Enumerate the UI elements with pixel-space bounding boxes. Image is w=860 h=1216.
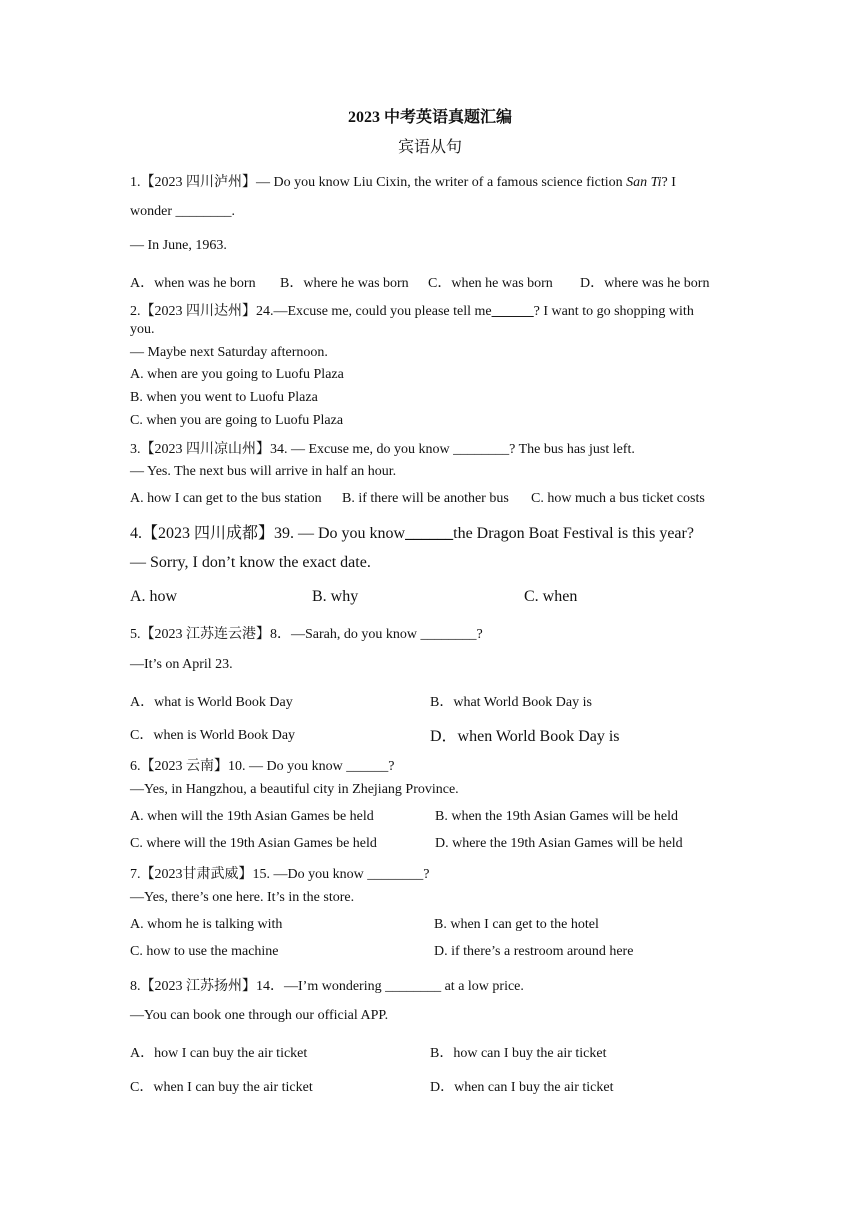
question-6-answer: —Yes, in Hangzhou, a beautiful city in Zhejiang Province. [130, 782, 459, 797]
question-1-answer: — In June, 1963. [130, 238, 227, 253]
page-subtitle: 宾语从句 [397, 139, 462, 156]
question-2-option-c: C. when you are going to Luofu Plaza [130, 413, 344, 428]
question-1-option-a: A．when was he born [130, 276, 256, 291]
question-2-answer: — Maybe next Saturday afternoon. [130, 345, 328, 360]
question-7-stem: 7.【2023甘肃武威】15. —Do you know ________? [130, 867, 430, 882]
question-3-option-b: B. if there will be another bus [342, 491, 509, 506]
question-8-option-b: B．how can I buy the air ticket [430, 1046, 607, 1061]
question-2-stem-cont: you. [130, 322, 155, 337]
question-5-option-a: A．what is World Book Day [130, 695, 293, 710]
question-4-answer: — Sorry, I don’t know the exact date. [130, 554, 371, 571]
question-4-option-c: C. when [524, 588, 578, 605]
question-1-stem: 1.【2023 四川泸州】— Do you know Liu Cixin, the writer of a famous science fiction San Ti? I [130, 175, 676, 190]
question-5-option-d: D．when World Book Day is [430, 728, 620, 745]
question-5-stem: 5.【2023 江苏连云港】8．—Sarah, do you know ________? [130, 627, 483, 642]
question-7-option-d: D. if there’s a restroom around here [434, 944, 634, 959]
question-1-option-c: C．when he was born [428, 276, 553, 291]
question-2-option-a: A. when are you going to Luofu Plaza [130, 367, 344, 382]
question-3-stem: 3.【2023 四川凉山州】34. — Excuse me, do you know ________? The bus has just left. [130, 442, 635, 457]
question-7-option-b: B. when I can get to the hotel [434, 917, 599, 932]
question-3-option-a: A. how I can get to the bus station [130, 491, 322, 506]
question-6-option-c: C. where will the 19th Asian Games be held [130, 836, 377, 851]
question-1-stem-cont: wonder ________. [130, 204, 235, 219]
question-3-answer: — Yes. The next bus will arrive in half an hour. [130, 464, 397, 479]
question-8-option-d: D．when can I buy the air ticket [430, 1080, 614, 1095]
question-2-option-b: B. when you went to Luofu Plaza [130, 390, 318, 405]
question-4-option-a: A. how [130, 588, 178, 605]
question-4-stem: 4.【2023 四川成都】39. — Do you know______the Dragon Boat Festival is this year? [130, 525, 694, 542]
question-7-option-a: A. whom he is talking with [130, 917, 283, 932]
question-5-option-c: C．when is World Book Day [130, 728, 296, 743]
question-6-option-b: B. when the 19th Asian Games will be held [435, 809, 679, 824]
question-7-option-c: C. how to use the machine [130, 944, 279, 959]
question-4-option-b: B. why [312, 588, 359, 605]
question-2-stem: 2.【2023 四川达州】24.—Excuse me, could you please tell me______? I want to go shopping with [130, 304, 694, 319]
page-title: 2023 中考英语真题汇编 [347, 109, 512, 126]
question-3-option-c: C. how much a bus ticket costs [531, 491, 705, 506]
question-1-option-d: D．where was he born [580, 276, 710, 291]
question-5-answer: —It’s on April 23. [130, 657, 233, 672]
question-8-option-c: C．when I can buy the air ticket [130, 1080, 313, 1095]
question-8-answer: —You can book one through our official APP. [130, 1008, 389, 1023]
question-8-option-a: A．how I can buy the air ticket [130, 1046, 308, 1061]
question-6-option-d: D. where the 19th Asian Games will be held [435, 836, 683, 851]
question-8-stem: 8.【2023 江苏扬州】14．—I’m wondering ________ at a low price. [130, 979, 524, 994]
question-5-option-b: B．what World Book Day is [430, 695, 592, 710]
question-1-option-b: B．where he was born [280, 276, 409, 291]
question-6-option-a: A. when will the 19th Asian Games be held [130, 809, 374, 824]
question-7-answer: —Yes, there’s one here. It’s in the store. [130, 890, 355, 905]
question-6-stem: 6.【2023 云南】10. — Do you know ______? [130, 759, 395, 774]
